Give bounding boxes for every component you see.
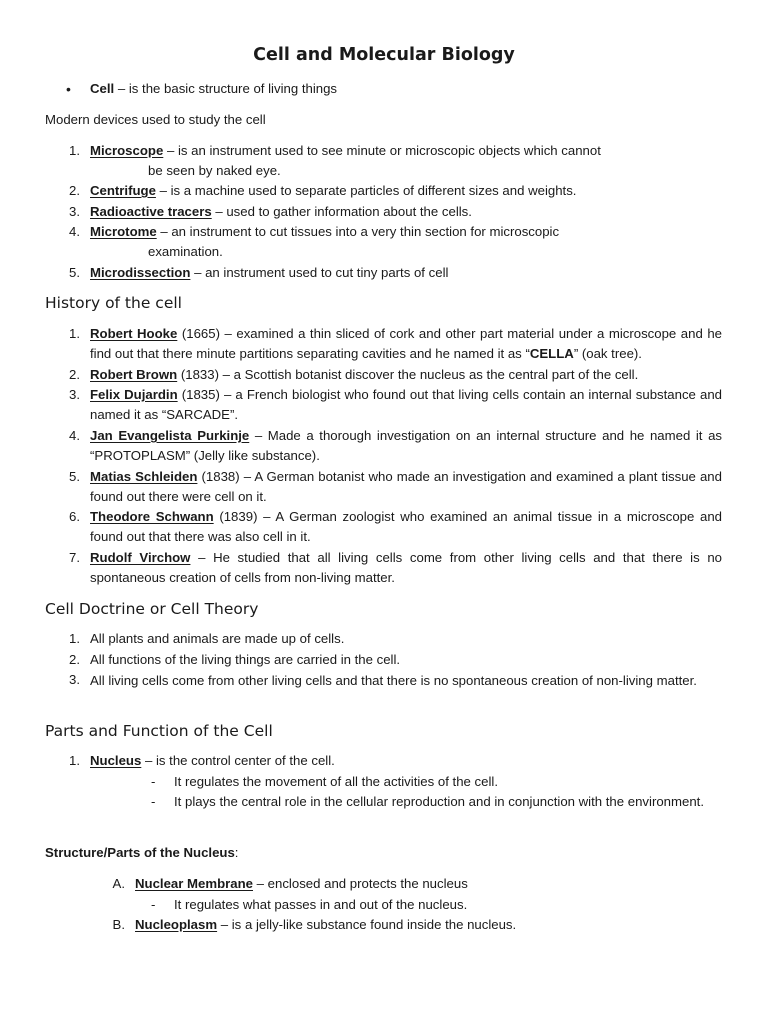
list-number: 2.	[69, 652, 80, 667]
history-text: (1835) – a French biologist who found out that living cells contain an internal substance and named it as “SARCADE”.	[90, 387, 722, 422]
device-text-cont: be seen by naked eye.	[148, 163, 281, 178]
list-number: 4.	[69, 224, 80, 239]
structure-heading-bold: Structure/Parts of the Nucleus	[45, 845, 235, 860]
doctrine-text: All plants and animals are made up of cells.	[90, 631, 345, 646]
history-text: (1839) – A German zoologist who examined an animal tissue in a microscope and found out that there was also cell in it.	[90, 509, 722, 544]
device-item	[0, 202, 768, 222]
nucleus-point	[0, 772, 768, 792]
device-item	[0, 141, 768, 161]
history-text: (1833) – a Scottish botanist discover the nucleus as the central part of the cell.	[177, 367, 639, 382]
nucleus-point-text: It regulates the movement of all the activities of the cell.	[174, 774, 498, 789]
scientist-name: Jan Evangelista Purkinje	[90, 428, 250, 443]
history-item	[0, 507, 768, 547]
device-term: Microscope	[90, 143, 164, 158]
dash-marker: -	[151, 774, 156, 789]
part-term: Nucleus	[90, 753, 142, 768]
structure-term: Nuclear Membrane	[135, 876, 253, 891]
history-text: (1665) – examined a thin sliced of cork and other part material under a microscope and he find out that there minute partitions separating cavities and he named it as “	[90, 326, 722, 361]
doctrine-text: All functions of the living things are carried in the cell.	[90, 652, 401, 667]
device-item-continuation	[0, 161, 768, 181]
doctrine-text: All living cells come from other living cells and that there is no spontaneous creation of non-living matter.	[90, 673, 697, 688]
device-text: – an instrument used to cut tiny parts of cell	[190, 265, 449, 280]
parts-heading: Parts and Function of the Cell	[45, 722, 273, 740]
list-number: 1.	[69, 143, 80, 158]
list-number: 3.	[69, 672, 80, 687]
structure-text: – enclosed and protects the nucleus	[253, 876, 468, 891]
nucleus-point	[0, 792, 768, 832]
structure-heading-colon: :	[234, 845, 239, 860]
history-item	[0, 467, 768, 507]
dash-marker: -	[151, 897, 156, 912]
device-term: Radioactive tracers	[90, 204, 212, 219]
cell-text: – is the basic structure of living things	[114, 81, 338, 96]
device-text: – is a machine used to separate particles of different sizes and weights.	[155, 183, 577, 198]
structure-heading	[0, 843, 768, 863]
list-letter: A.	[112, 876, 125, 891]
history-text: – Made a thorough investigation on an internal structure and he named it as “PROTOPLASM” (Jelly like substance).	[90, 428, 722, 463]
history-item	[0, 426, 768, 466]
list-number: 1.	[69, 753, 80, 768]
nucleus-point-text: It plays the central role in the cellular reproduction and in conjunction with the environment.	[174, 794, 704, 809]
history-text-end: ” (oak tree).	[573, 346, 642, 361]
list-number: 5.	[69, 265, 80, 280]
document-title: Cell and Molecular Biology	[253, 45, 515, 65]
history-heading: History of the cell	[45, 294, 182, 312]
device-term: Microtome	[90, 224, 157, 239]
bullet-icon: •	[66, 81, 71, 97]
list-number: 3.	[69, 387, 80, 402]
intro-text: Modern devices used to study the cell	[45, 112, 266, 127]
device-term: Microdissection	[90, 265, 191, 280]
structure-item	[0, 915, 768, 935]
history-item	[0, 324, 768, 364]
list-number: 2.	[69, 367, 80, 382]
history-item	[0, 385, 768, 425]
parts-item	[0, 751, 768, 771]
list-letter: B.	[112, 917, 125, 932]
list-number: 1.	[69, 326, 80, 341]
device-item	[0, 181, 768, 201]
list-number: 3.	[69, 204, 80, 219]
structure-sub-point	[0, 895, 768, 915]
scientist-name: Rudolf Virchow	[90, 550, 191, 565]
list-number: 6.	[69, 509, 80, 524]
device-item	[0, 263, 768, 283]
structure-item	[0, 874, 768, 894]
device-item	[0, 222, 768, 242]
part-text: – is the control center of the cell.	[141, 753, 335, 768]
scientist-name: Felix Dujardin	[90, 387, 178, 402]
device-text: – is an instrument used to see minute or microscopic objects which cannot	[163, 143, 601, 158]
history-item	[0, 365, 768, 385]
history-strong-text: CELLA	[529, 346, 574, 361]
device-text-cont: examination.	[148, 244, 223, 259]
doctrine-item	[0, 670, 768, 710]
history-text: – He studied that all living cells come from other living cells and that there is no spontaneous creation of cells from non-living matter.	[90, 550, 723, 585]
dash-marker: -	[151, 794, 156, 809]
list-number: 5.	[69, 469, 80, 484]
scientist-name: Theodore Schwann	[90, 509, 214, 524]
doctrine-heading: Cell Doctrine or Cell Theory	[45, 600, 259, 618]
device-text: – used to gather information about the cells.	[211, 204, 472, 219]
scientist-name: Robert Hooke	[90, 326, 178, 341]
device-text: – an instrument to cut tissues into a very thin section for microscopic	[156, 224, 560, 239]
modern-devices-intro	[0, 110, 768, 130]
list-number: 7.	[69, 550, 80, 565]
list-number: 2.	[69, 183, 80, 198]
cell-term: Cell	[90, 81, 115, 96]
doctrine-item	[0, 650, 768, 670]
device-term: Centrifuge	[90, 183, 156, 198]
scientist-name: Robert Brown	[90, 367, 178, 382]
cell-definition	[0, 79, 768, 99]
doctrine-item	[0, 629, 768, 649]
history-text: (1838) – A German botanist who made an investigation and examined a plant tissue and found out there were cell on it.	[90, 469, 722, 504]
history-item	[0, 548, 768, 588]
list-number: 4.	[69, 428, 80, 443]
structure-term: Nucleoplasm	[135, 917, 218, 932]
structure-sub-text: It regulates what passes in and out of the nucleus.	[174, 897, 468, 912]
device-item-continuation	[0, 242, 768, 262]
list-number: 1.	[69, 631, 80, 646]
structure-text: – is a jelly-like substance found inside the nucleus.	[217, 917, 517, 932]
scientist-name: Matias Schleiden	[90, 469, 198, 484]
